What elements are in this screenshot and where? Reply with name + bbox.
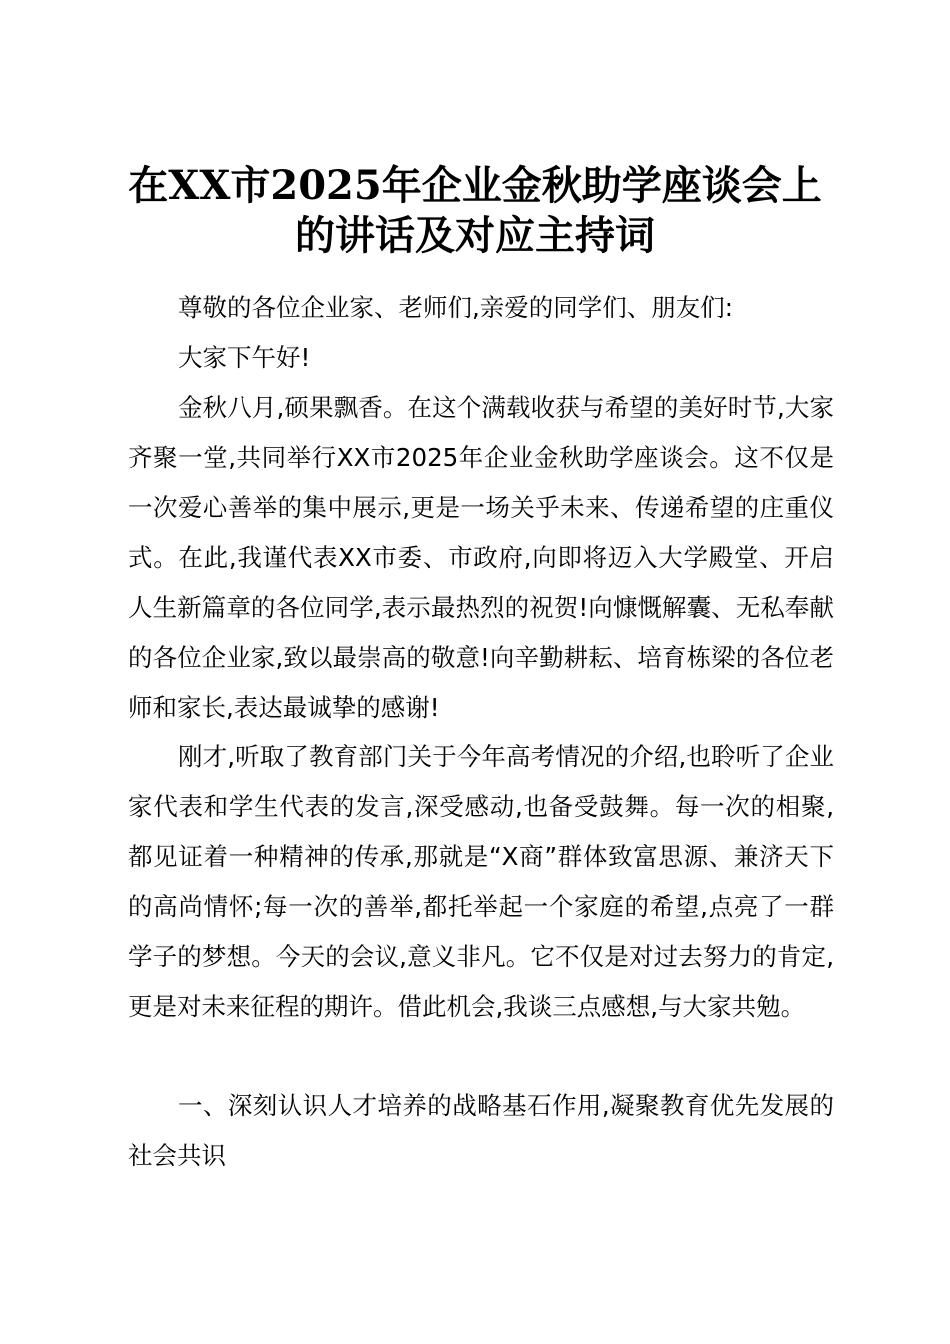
document-title-line-2: 的讲话及对应主持词 — [295, 212, 655, 259]
section-heading-1: 一、深刻认识人才培养的战略基石作用,凝聚教育优先发展的社会共识 — [128, 1091, 834, 1170]
paragraph-opening: 金秋八月,硕果飘香。在这个满载收获与希望的美好时节,大家齐聚一堂,共同举行XX市2025年企业金秋助学座谈会。这不仅是一次爱心善举的集中展示,更是一场关乎未来、传递希望的庄重仪式。在此,我谨代表XX市委、市政府,向即将迈入大学殿堂、开启人生新篇章的各位同学,表示最热烈的祝贺!向慷慨解囊、无私奉献的各位企业家,致以最崇高的敬意!向辛勤耕耘、培育栋梁的各位老师和家长,表达最诚挚的感谢! — [128, 393, 834, 722]
salutation: 尊敬的各位企业家、老师们,亲爱的同学们、朋友们: — [178, 293, 734, 322]
greeting: 大家下午好! — [178, 343, 311, 372]
document-title-line-1: 在XX市2025年企业金秋助学座谈会上 — [128, 162, 822, 209]
paragraph-reflection: 刚才,听取了教育部门关于今年高考情况的介绍,也聆听了企业家代表和学生代表的发言,深受感动,也备受鼓舞。每一次的相聚,都见证着一种精神的传承,那就是“X商”群体致富思源、兼济天下的高尚情怀;每一次的善举,都托举起一个家庭的希望,点亮了一群学子的梦想。今天的会议,意义非凡。它不仅是对过去努力的肯定,更是对未来征程的期许。借此机会,我谈三点感想,与大家共勉。 — [128, 742, 834, 1021]
